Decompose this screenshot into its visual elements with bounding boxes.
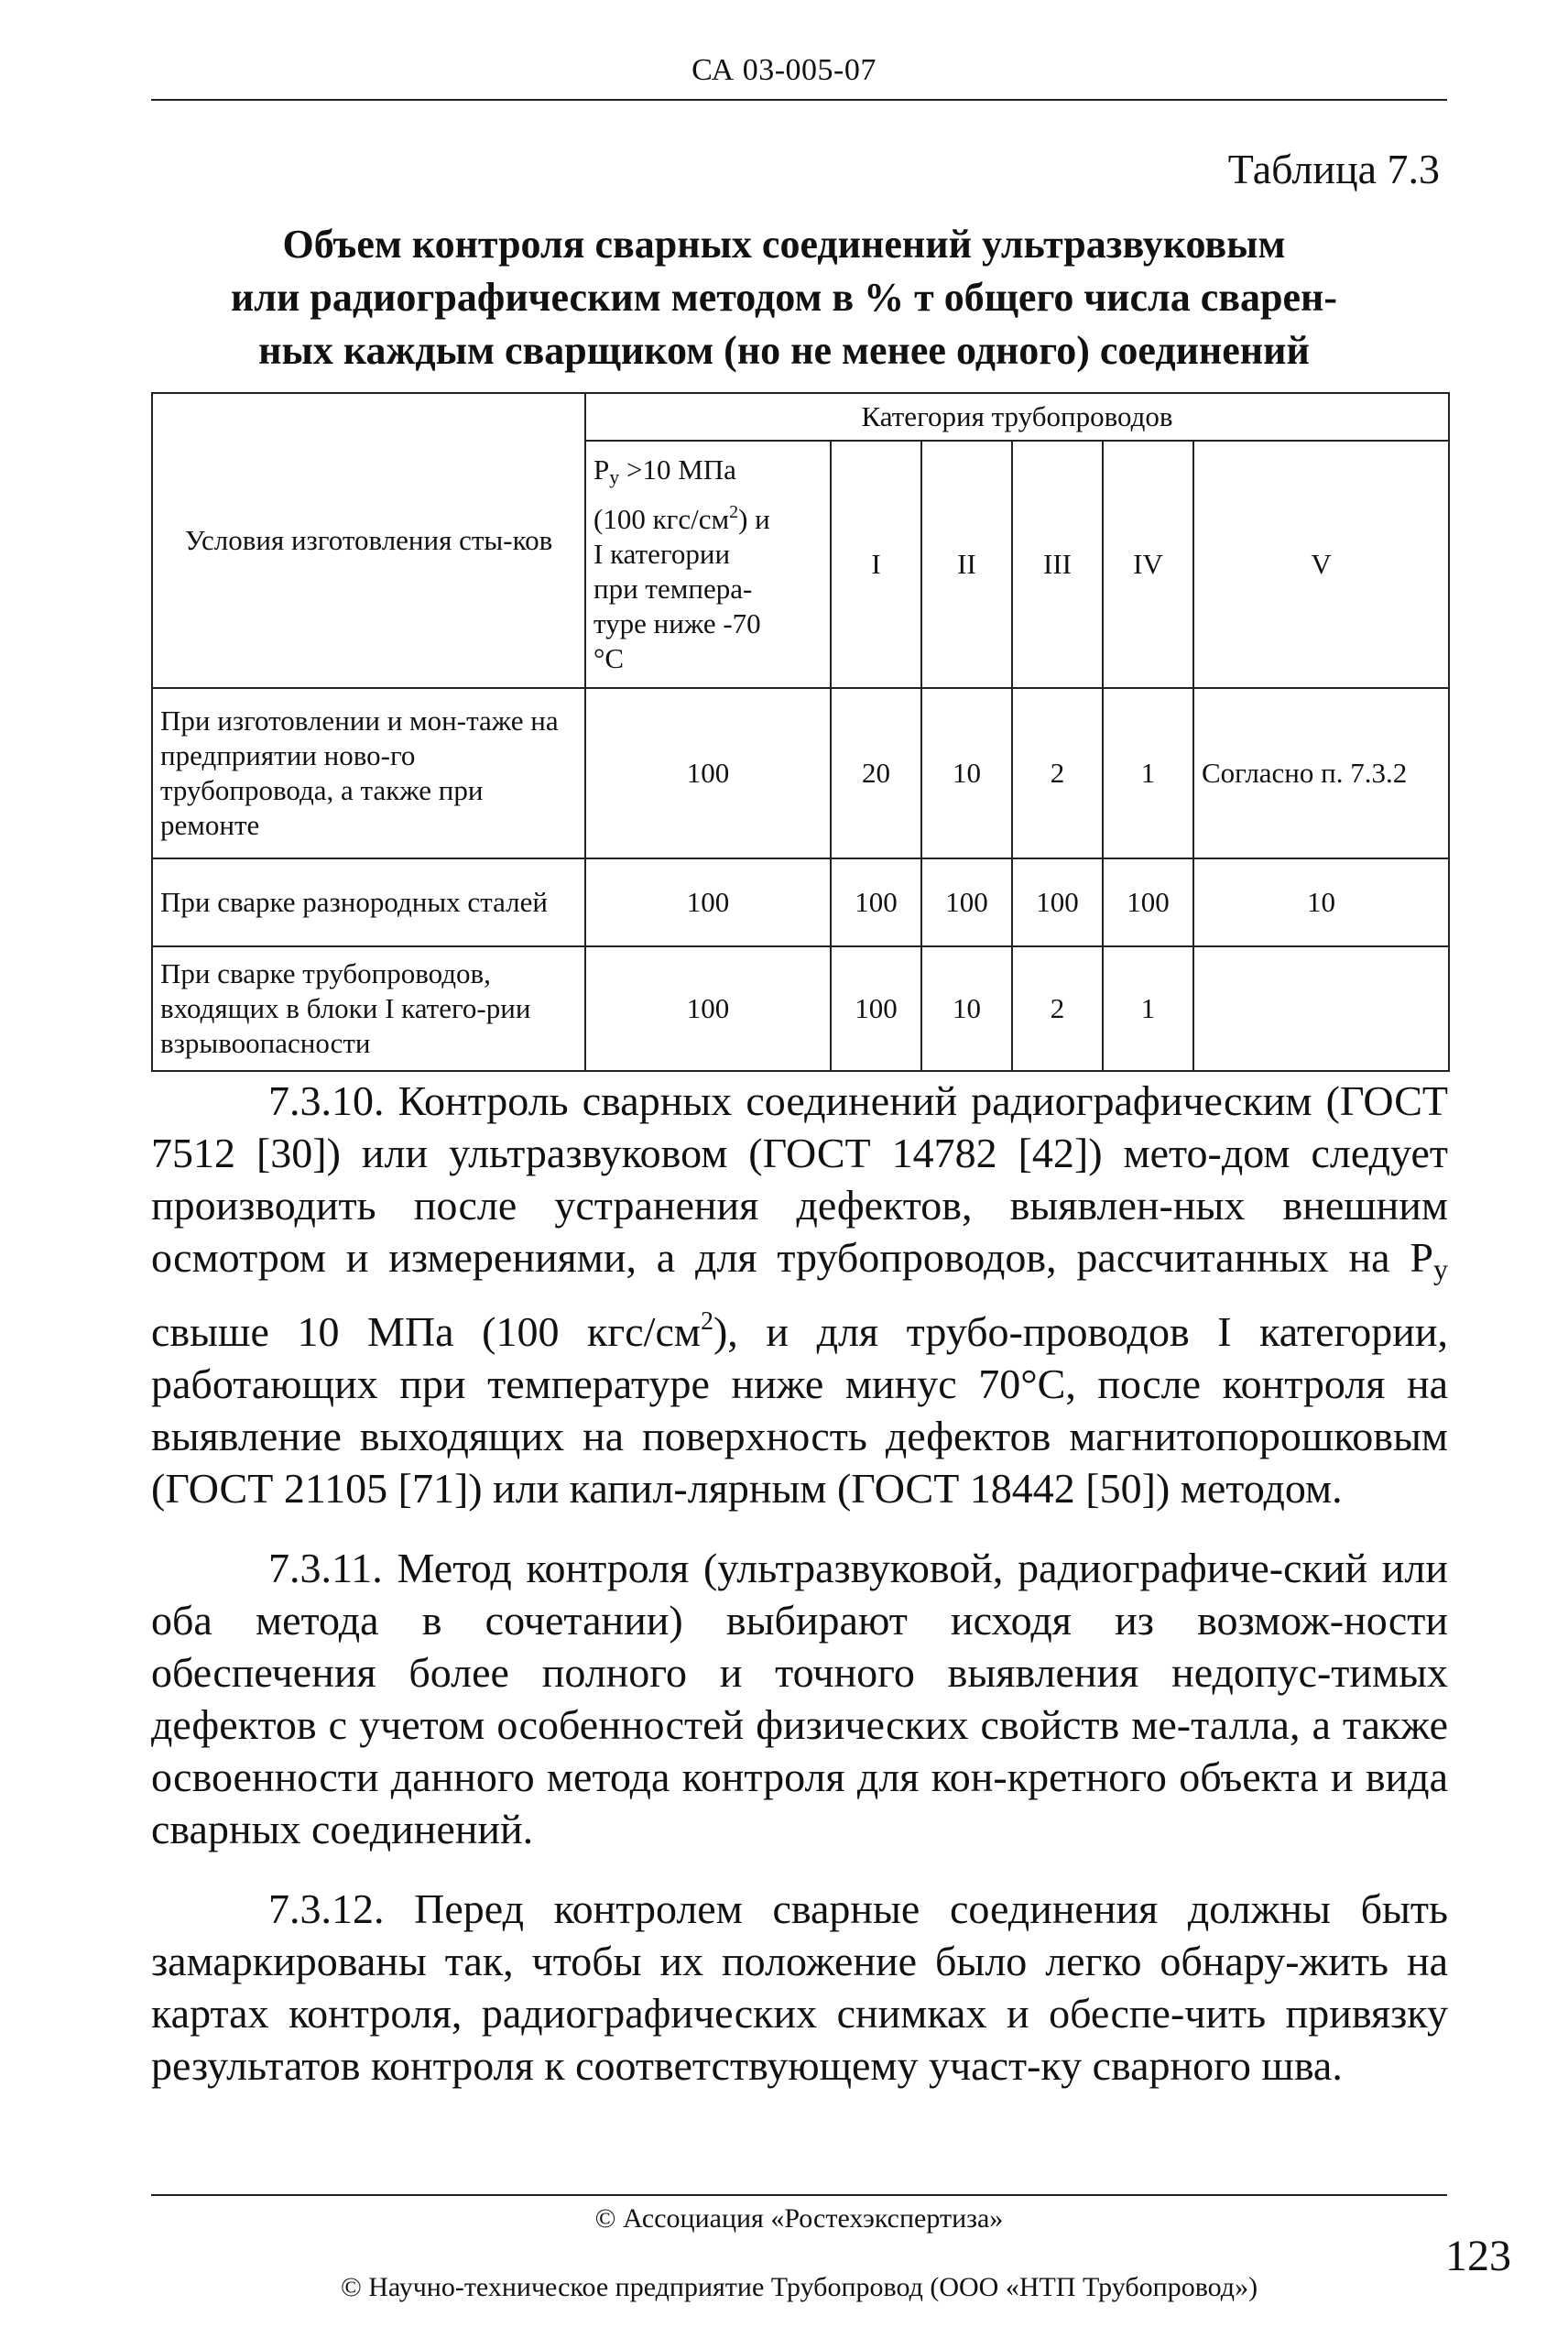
row-special-value: 100	[585, 858, 831, 946]
special-line-1	[593, 453, 822, 495]
paragraph-7-3-10-part-c: ), и для трубо-проводов I категории, работающих при температуре ниже минус 70°С, после контроля на выявление выходящих на поверхность дефектов магнитопорошковым (ГОСТ 21105 [71]) или капил-лярным (ГОСТ 18442 [50]) методом.	[151, 1308, 1448, 1512]
special-line-2	[593, 495, 822, 537]
header-category-V: V	[1193, 441, 1449, 688]
header-category-IV: IV	[1103, 441, 1193, 688]
row-value-III: 2	[1012, 688, 1103, 858]
special-p-rest: >10 МПа	[619, 453, 736, 486]
table-title	[137, 218, 1431, 377]
row-condition: При сварке разнородных сталей	[152, 858, 585, 946]
paragraph-7-3-10-part-b: свыше 10 МПа (100 кгс/см	[151, 1308, 701, 1355]
inspection-volume-table	[151, 392, 1450, 1072]
header-special-column	[585, 441, 831, 688]
special-line2-post: ) и	[738, 503, 770, 535]
special-line-3: I категории	[593, 538, 731, 570]
row-value-V: 10	[1193, 858, 1449, 946]
special-line2-pre: (100 кгс/см	[593, 503, 730, 535]
header-conditions-text: Условия изготовления сты-ков	[184, 524, 553, 556]
row-value-III: 100	[1012, 858, 1103, 946]
table-number: Таблица 7.3	[1227, 146, 1440, 192]
row-value-IV: 1	[1103, 946, 1193, 1071]
footer-copyright-association: © Ассоциация «Ростехэкспертиза»	[594, 2203, 1004, 2234]
table-row	[152, 858, 1449, 946]
special-line-6: °C	[593, 642, 625, 674]
document-code: СА 03-005-07	[691, 53, 877, 87]
special-p-letter: P	[593, 453, 610, 486]
body-text	[151, 1075, 1448, 2119]
table-title-line: Объем контроля сварных соединений ультразвуковым	[282, 222, 1286, 267]
table-row	[152, 688, 1449, 858]
footer-divider	[151, 2194, 1447, 2196]
header-category-I: I	[831, 441, 921, 688]
paragraph-7-3-12: 7.3.12. Перед контролем сварные соединения должны быть замаркированы так, чтобы их положение было легко обнару-жить на картах контроля, радиографических снимках и обеспе-чить привязку результатов контроля к соответствующему участ-ку сварного шва.	[151, 1885, 1448, 2089]
header-categories-cell	[585, 393, 1449, 441]
special-line-4: при темпера-	[593, 573, 753, 605]
header-category-III: III	[1012, 441, 1103, 688]
row-value-V	[1193, 946, 1449, 1071]
page-number: 123	[1445, 2232, 1511, 2280]
row-value-I: 20	[831, 688, 921, 858]
row-condition: При изготовлении и мон-таже на предприятии ново-го трубопровода, а также при ремонте	[152, 688, 585, 858]
row-value-III: 2	[1012, 946, 1103, 1071]
row-value-II: 10	[921, 688, 1012, 858]
row-value-V: Согласно п. 7.3.2	[1193, 688, 1449, 858]
paragraph-7-3-11: 7.3.11. Метод контроля (ультразвуковой, радиографиче-ский или оба метода в сочетании) выбирают исходя из возмож-ности обеспечения более полного и точного выявления недопус-тимых дефектов с учетом особенностей физических свойств ме-талла, а также освоенности данного метода контроля для кон-кретного объекта и вида сварных соединений.	[151, 1545, 1448, 1852]
row-value-IV: 1	[1103, 688, 1193, 858]
paragraph-7-3-10-part-a: 7.3.10. Контроль сварных соединений радиографическим (ГОСТ 7512 [30]) или ультразвуковом (ГОСТ 14782 [42]) мето-дом следует производить после устранения дефектов, выявлен-ных внешним осмотром и измерениями, а для трубопроводов, рассчитанных на P	[151, 1077, 1448, 1281]
row-value-II: 100	[921, 858, 1012, 946]
special-p-sub: y	[609, 465, 620, 488]
row-value-I: 100	[831, 858, 921, 946]
footer-copyright-enterprise: © Научно-техническое предприятие Трубопровод (ООО «НТП Трубопровод»)	[340, 2272, 1258, 2302]
special-line-5: туре ниже -70	[593, 607, 761, 639]
special-line2-sup: 2	[729, 502, 739, 522]
paragraph-7-3-10	[151, 1075, 1448, 1514]
header-category-II: II	[921, 441, 1012, 688]
paragraph-7-3-10-sup: 2	[700, 1307, 713, 1336]
row-special-value: 100	[585, 688, 831, 858]
table-title-line: ных каждым сварщиком (но не менее одного) соединений	[258, 328, 1310, 373]
header-conditions-cell	[152, 393, 585, 688]
row-special-value: 100	[585, 946, 831, 1071]
row-value-II: 10	[921, 946, 1012, 1071]
table-title-line: или радиографическим методом в % т общего числа сварен-	[230, 275, 1338, 320]
row-value-IV: 100	[1103, 858, 1193, 946]
row-value-I: 100	[831, 946, 921, 1071]
row-condition: При сварке трубопроводов, входящих в блоки I катего-рии взрывоопасности	[152, 946, 585, 1071]
header-categories-text: Категория трубопроводов	[861, 400, 1173, 432]
paragraph-7-3-10-sub: y	[1433, 1252, 1448, 1285]
table-row	[152, 946, 1449, 1071]
header-divider	[151, 99, 1447, 101]
